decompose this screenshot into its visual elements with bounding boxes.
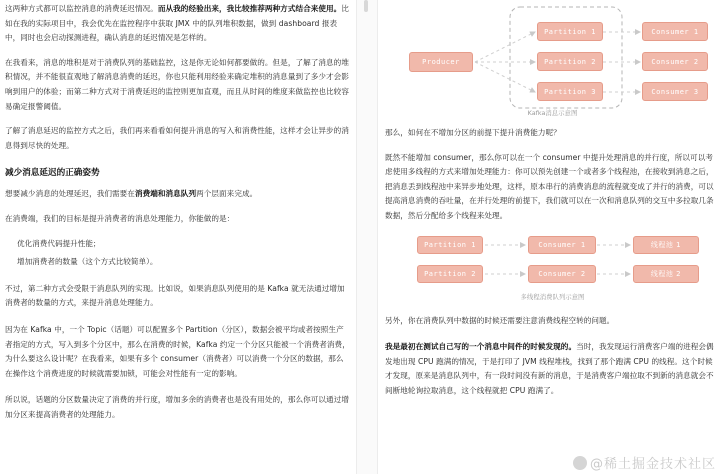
consumer-box: Consumer 2: [528, 265, 596, 283]
paragraph-3: 了解了消息延迟的监控方式之后，我们再来看看如何提升消息的写入和消费性能，这样才会让异步的消息得到尽快的处理。: [5, 126, 349, 150]
paragraph-r1: 既然不能增加 consumer，那么你可以在一个 consumer 中提升处理消息的并行度，所以可以考虑使用多线程的方式来增加处理能力：你可以预先创建一个或者多个线程池，在接收到消息之后，把消息丢到线程池中来异步地处理，这样，原本串行的消费消息的流程就变成了并行的消费，可以提高消息消费的吞吐量，在并行处理的前提下，我们就可以在一次和消息队列的交互中多拉取几条数据，然后分配给多个线程来处理。: [385, 152, 714, 220]
diagram-caption: Kafka消息示意图: [527, 109, 578, 117]
consumer-box: Consumer 1: [528, 236, 596, 254]
thread-pool-box: 线程池 2: [633, 265, 699, 283]
consumer-box: Consumer 2: [642, 52, 708, 71]
scrollbar-thumb[interactable]: [364, 0, 368, 12]
list-item: 优化消费代码提升性能；: [17, 238, 101, 248]
producer-box: Producer: [409, 52, 473, 72]
partition-box: Partition 1: [417, 236, 483, 254]
paragraph-5: 在消费端，我们的目标是提升消费者的消息处理能力，你能做的是：: [5, 213, 235, 223]
left-page: [0, 0, 356, 474]
paragraph-7: 因为在 Kafka 中，一个 Topic（话题）可以配置多个 Partition（分区），数据会被平均或者按照生产者指定的方式，写入到多个分区中，那么在消费的时候，Kafka 约定一个分区只能被一个消费者消费，为什么要这么设计呢？在我看来，如果有多个 consumer（消费者）可以消费一个分区的数据，那么在操作这个消费进度的时候就需要加锁，可能会对性能有一定的影响。: [5, 324, 350, 378]
kafka-diagram: [385, 2, 720, 120]
thread-pool-box: 线程池 1: [633, 236, 699, 254]
diagram-caption: 多线程消费队列示意图: [520, 292, 585, 301]
paragraph-r3: 我是最初在测试自己写的一个消息中间件的时候发现的。当时，我发现运行消费客户端的进程会偶发地出现 CPU 跑满的情况，于是打印了 JVM 线程堆栈，找到了那个跑满 CPU 的线程。这个时候才发现，原来是消息队列中，有一段时间没有新的消息，于是消费客户端拉取不到新的消息就会不间断地轮询拉取消息，这个线程就把 CPU 跑满了。: [385, 342, 714, 395]
partition-box: Partition 1: [537, 22, 603, 41]
paragraph-4: 想要减少消息的处理延迟，我们需要在消费端和消息队列两个层面来完成。: [5, 189, 258, 199]
partition-box: Partition 3: [537, 82, 603, 101]
consumer-box: Consumer 1: [642, 22, 708, 41]
partition-box: Partition 2: [417, 265, 483, 283]
section-heading: 减少消息延迟的正确姿势: [5, 168, 100, 179]
question-line: 那么，如何在不增加分区的前提下提升消费能力呢？: [385, 128, 561, 137]
page-gutter: [356, 0, 378, 474]
paragraph-1: 这两种方式都可以监控消息的消费延迟情况。而从我的经验出来，我比较推荐两种方式结合来使用。比如在我的实际项目中，我会优先在监控程序中获取 JMX 中的队列堆积数据，做到 dashboard 报表中，同时也会启动探测进程，确认消息的延迟情况是怎样的。: [5, 4, 349, 43]
list-item: 增加消费者的数量（这个方式比较简单）。: [17, 257, 158, 267]
paragraph-r2: 另外，你在消费队列中数据的时候还需要注意消费线程空转的问题。: [385, 315, 615, 325]
paragraph-6: 不过，第二种方式会受限于消息队列的实现。比如说，如果消息队列使用的是 Kafka 就无法通过增加消费者的数量的方式，来提升消息处理能力。: [5, 283, 345, 308]
watermark-logo-icon: [573, 456, 587, 470]
watermark: @稀土掘金技术社区: [573, 453, 716, 472]
right-page: [378, 0, 720, 474]
paragraph-2: 在我看来，消息的堆积是对于消费队列的基础监控，这是你无论如何都要做的。但是，了解了消息的堆积情况，并不能很直观地了解消息消费的延迟，你也只能利用经验来确定堆积的消息量到了多少才会影响到用户的体验；而第二种方式对于消费延迟的监控则更加直观，而且从时间的维度来做监控也比较容易确定报警阈值。: [5, 57, 349, 111]
paragraph-8: 所以说，话题的分区数量决定了消费的并行度，增加多余的消费者也是没有用处的，那么你可以通过增加分区来提高消费者的处理能力。: [5, 395, 349, 419]
consumer-box: Consumer 3: [642, 82, 708, 101]
partition-box: Partition 2: [537, 52, 603, 71]
thread-pool-diagram: [385, 232, 720, 292]
